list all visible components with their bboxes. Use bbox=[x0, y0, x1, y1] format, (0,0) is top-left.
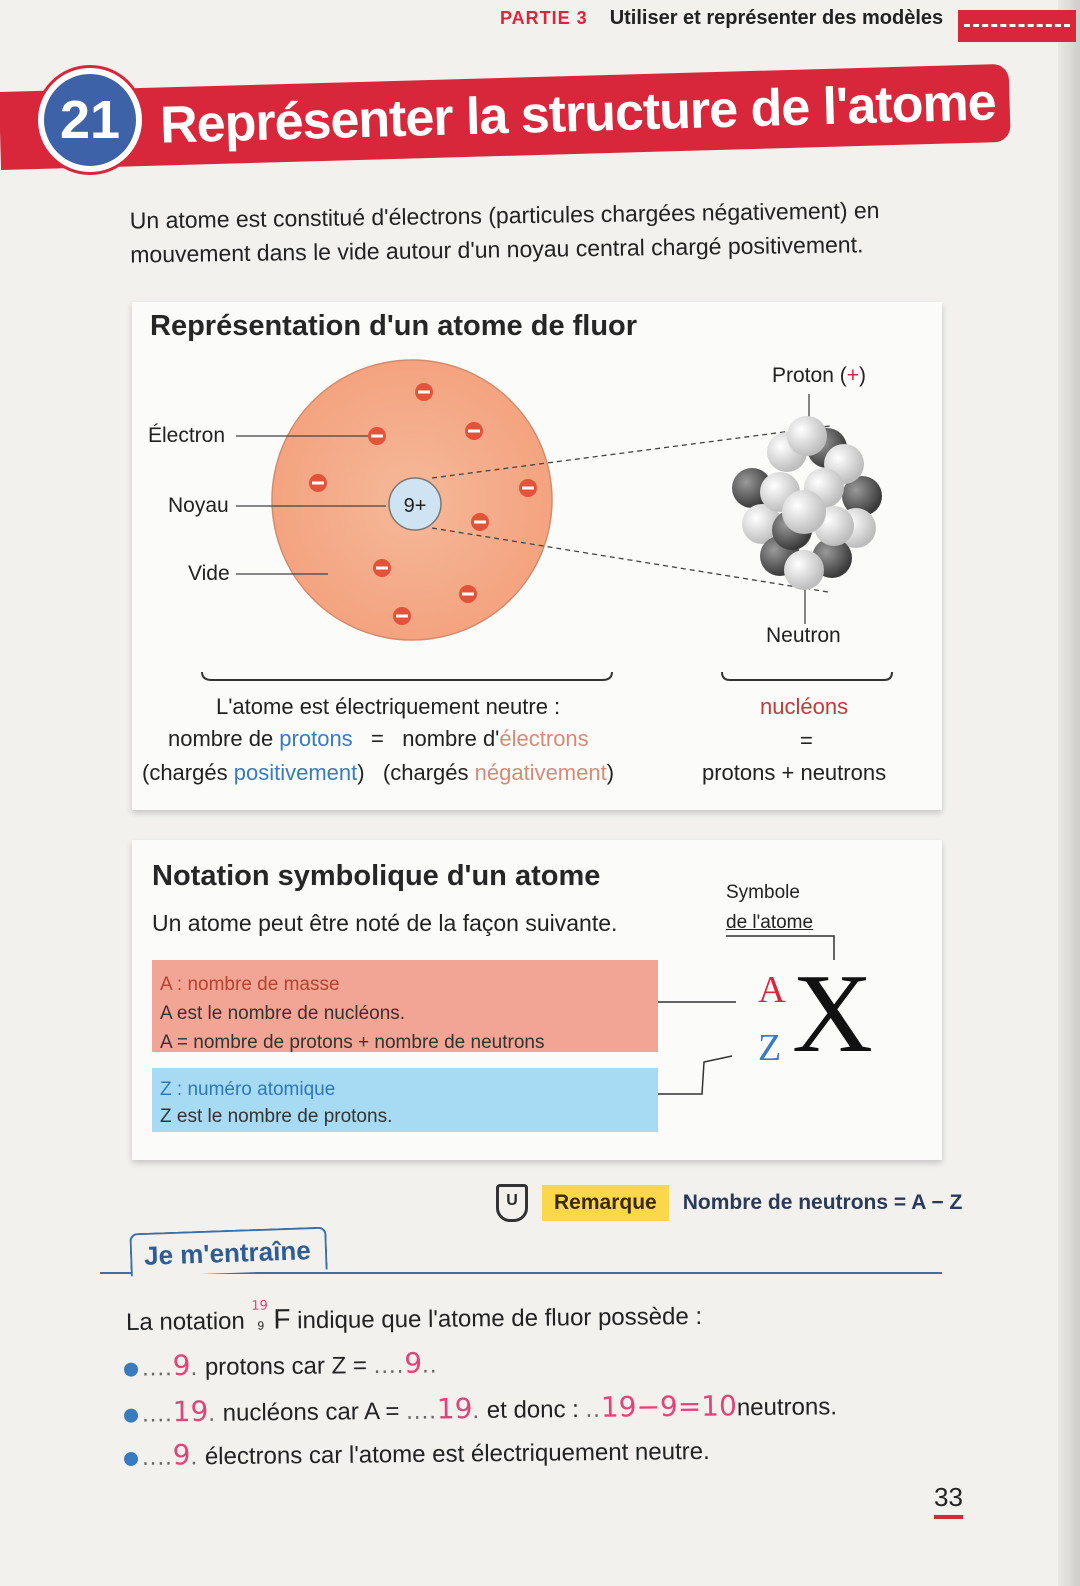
exercise-intro: La notation 19 9 F indique que l'atome de fluor possède : bbox=[125, 1298, 703, 1337]
page-number: 33 bbox=[934, 1482, 963, 1519]
label-vide: Vide bbox=[188, 562, 230, 585]
nucleons-word: nucléons bbox=[760, 694, 849, 719]
card2-heading: Notation symbolique d'un atome bbox=[152, 860, 601, 892]
atom-brace bbox=[202, 672, 612, 680]
nucleons-brace bbox=[722, 672, 892, 680]
exercise-line-electrons: ....9. électrons car l'atome est électriquement neutre. bbox=[124, 1433, 710, 1472]
electron bbox=[465, 422, 483, 440]
remark-badge: Remarque bbox=[542, 1185, 669, 1221]
header-partie: PARTIE 3 bbox=[500, 7, 588, 28]
page-header bbox=[500, 0, 943, 36]
notation-subtitle: Un atome peut être noté de la façon suivante. bbox=[152, 910, 618, 936]
nucleons-sum: protons + neutrons bbox=[702, 760, 887, 785]
mass-number-box: A : nombre de masse A est le nombre de nucléons. A = nombre de protons + nombre de neutrons bbox=[152, 960, 658, 1052]
atom-representation-card bbox=[132, 302, 942, 810]
bullet-icon bbox=[124, 1362, 138, 1376]
electron bbox=[393, 607, 411, 625]
label-noyau: Noyau bbox=[168, 494, 229, 517]
electron bbox=[415, 383, 433, 401]
charges-line: (chargés positivement) (chargés négativement) bbox=[142, 760, 615, 785]
label-electron: Électron bbox=[148, 424, 226, 447]
card1-heading: Représentation d'un atome de fluor bbox=[150, 310, 638, 342]
electron bbox=[471, 513, 489, 531]
header-band bbox=[958, 10, 1076, 42]
practice-tab: Je m'entraîne bbox=[129, 1227, 327, 1277]
exercise-line-protons: ....9. protons car Z = ....9.. bbox=[124, 1346, 438, 1382]
chapter-number-badge: 21 bbox=[38, 68, 142, 172]
electron bbox=[368, 427, 386, 445]
page-edge bbox=[1058, 0, 1080, 1586]
electron bbox=[519, 479, 537, 497]
label-neutron: Neutron bbox=[766, 624, 841, 647]
protons-equals-electrons: nombre de protons = nombre d'électrons bbox=[168, 726, 589, 751]
symbol-mass-A: A bbox=[758, 969, 786, 1011]
exercise-line-nucleons: ....19. nucléons car A = ....19. et donc : ..19−9=10neutrons. bbox=[124, 1388, 837, 1428]
nucleus-charge: 9+ bbox=[403, 495, 427, 517]
intro-paragraph: Un atome est constitué d'électrons (particules chargées négativement) en mouvement dans le vide autour d'un noyau central chargé positivement. bbox=[129, 197, 880, 268]
electron bbox=[373, 559, 391, 577]
nucleon-cluster bbox=[732, 416, 882, 590]
atomic-number-box: Z : numéro atomique Z est le nombre de protons. bbox=[152, 1068, 658, 1132]
symbol-X: X bbox=[792, 952, 873, 1076]
remark-text: Nombre de neutrons = A − Z bbox=[682, 1191, 963, 1214]
label-proton: Proton (+) bbox=[772, 364, 866, 387]
nucleons-eq: = bbox=[800, 728, 813, 753]
page-title: Représenter la structure de l'atome bbox=[159, 73, 997, 155]
remark bbox=[496, 1184, 962, 1222]
electron bbox=[459, 585, 477, 603]
neutral-statement: L'atome est électriquement neutre : bbox=[216, 694, 561, 719]
electron bbox=[309, 474, 327, 492]
bullet-icon bbox=[124, 1408, 138, 1422]
symbol-atomic-Z: Z bbox=[758, 1027, 782, 1069]
remark-icon: U bbox=[496, 1184, 528, 1222]
bullet-icon bbox=[124, 1452, 138, 1466]
symbolic-notation-card bbox=[132, 840, 942, 1160]
header-subtitle: Utiliser et représenter des modèles bbox=[609, 6, 944, 29]
symbol-label: Symbole de l'atome bbox=[726, 882, 814, 933]
